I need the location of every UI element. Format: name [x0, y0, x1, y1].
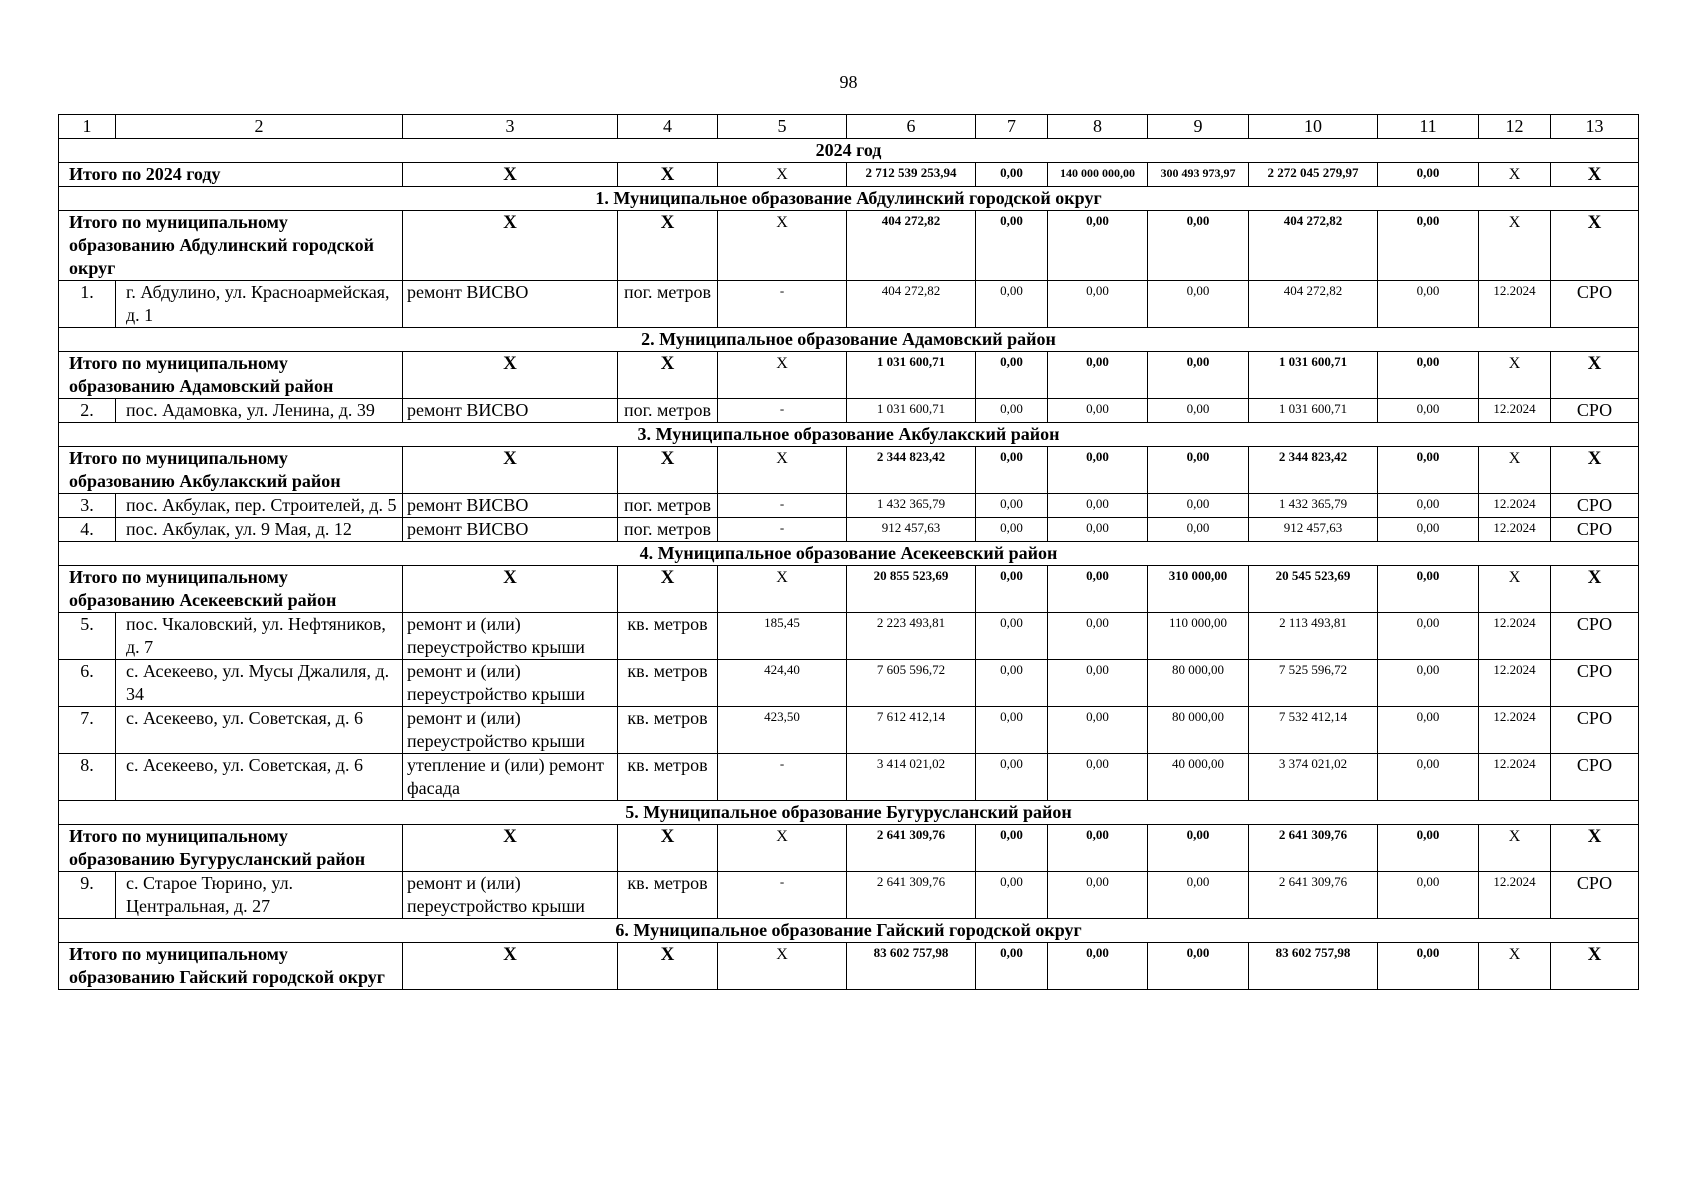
- year-row: [59, 139, 1639, 163]
- row-c8: 0,00: [1048, 281, 1148, 328]
- row-c5: 185,45: [718, 613, 847, 660]
- section-title: 1. Муниципальное образование Абдулинский городской округ: [59, 187, 1639, 211]
- section-total-label: Итого по муниципальному образованию Гайский городской округ: [59, 943, 403, 990]
- row-address: с. Асекеево, ул. Советская, д. 6: [116, 707, 403, 754]
- row-work-type: ремонт и (или) переустройство крыши: [403, 872, 618, 919]
- section-total-c7: 0,00: [976, 211, 1048, 281]
- row-c11: 0,00: [1378, 613, 1479, 660]
- row-c9: 80 000,00: [1148, 660, 1249, 707]
- row-work-type: ремонт ВИСВО: [403, 518, 618, 542]
- section-total-c13: Х: [1551, 352, 1639, 399]
- row-c8: 0,00: [1048, 872, 1148, 919]
- row-address: пос. Акбулак, ул. 9 Мая, д. 12: [116, 518, 403, 542]
- row-c6: 404 272,82: [847, 281, 976, 328]
- section-total-c11: 0,00: [1378, 352, 1479, 399]
- section-total-c12: Х: [1479, 211, 1551, 281]
- row-c8: 0,00: [1048, 613, 1148, 660]
- row-number: 8.: [59, 754, 116, 801]
- section-total-c4: Х: [618, 352, 718, 399]
- row-address: с. Асекеево, ул. Мусы Джалиля, д. 34: [116, 660, 403, 707]
- row-c10: 7 532 412,14: [1249, 707, 1378, 754]
- row-address: пос. Акбулак, пер. Строителей, д. 5: [116, 494, 403, 518]
- section-total-c6: 1 031 600,71: [847, 352, 976, 399]
- column-header: 11: [1378, 115, 1479, 139]
- row-c6: 912 457,63: [847, 518, 976, 542]
- row-unit: пог. метров: [618, 518, 718, 542]
- section-total-c5: Х: [718, 943, 847, 990]
- section-total-c10: 2 344 823,42: [1249, 447, 1378, 494]
- grand-total-row: [59, 163, 1639, 187]
- row-c10: 1 432 365,79: [1249, 494, 1378, 518]
- section-total-c13: Х: [1551, 211, 1639, 281]
- row-unit: кв. метров: [618, 613, 718, 660]
- row-c8: 0,00: [1048, 707, 1148, 754]
- section-total-c4: Х: [618, 447, 718, 494]
- section-total-row: [59, 352, 1639, 399]
- section-title-row: [59, 328, 1639, 352]
- section-total-c13: Х: [1551, 566, 1639, 613]
- column-header: 5: [718, 115, 847, 139]
- row-work-type: ремонт и (или) переустройство крыши: [403, 707, 618, 754]
- column-header: 8: [1048, 115, 1148, 139]
- section-total-c5: Х: [718, 566, 847, 613]
- row-contractor: СРО: [1551, 754, 1639, 801]
- section-total-c8: 0,00: [1048, 447, 1148, 494]
- row-c8: 0,00: [1048, 660, 1148, 707]
- row-c10: 7 525 596,72: [1249, 660, 1378, 707]
- row-c9: 0,00: [1148, 494, 1249, 518]
- section-total-c5: Х: [718, 211, 847, 281]
- row-c11: 0,00: [1378, 399, 1479, 423]
- row-number: 9.: [59, 872, 116, 919]
- row-c12: 12.2024: [1479, 613, 1551, 660]
- row-work-type: утепление и (или) ремонт фасада: [403, 754, 618, 801]
- row-c7: 0,00: [976, 707, 1048, 754]
- section-total-c3: Х: [403, 447, 618, 494]
- row-c5: 423,50: [718, 707, 847, 754]
- row-c7: 0,00: [976, 872, 1048, 919]
- row-c11: 0,00: [1378, 872, 1479, 919]
- row-c8: 0,00: [1048, 518, 1148, 542]
- row-c9: 0,00: [1148, 872, 1249, 919]
- section-total-row: [59, 447, 1639, 494]
- section-total-c4: Х: [618, 825, 718, 872]
- row-work-type: ремонт и (или) переустройство крыши: [403, 660, 618, 707]
- section-total-c6: 83 602 757,98: [847, 943, 976, 990]
- row-contractor: СРО: [1551, 494, 1639, 518]
- page-number: 98: [839, 72, 858, 92]
- section-total-c13: Х: [1551, 825, 1639, 872]
- row-c11: 0,00: [1378, 518, 1479, 542]
- section-total-c9: 0,00: [1148, 943, 1249, 990]
- row-c12: 12.2024: [1479, 660, 1551, 707]
- row-unit: кв. метров: [618, 872, 718, 919]
- section-total-c8: 0,00: [1048, 566, 1148, 613]
- row-c5: -: [718, 518, 847, 542]
- grand-total-c12: Х: [1479, 163, 1551, 187]
- section-total-c9: 0,00: [1148, 447, 1249, 494]
- section-total-c3: Х: [403, 352, 618, 399]
- row-c6: 2 223 493,81: [847, 613, 976, 660]
- section-total-c6: 20 855 523,69: [847, 566, 976, 613]
- row-c11: 0,00: [1378, 707, 1479, 754]
- section-title: 6. Муниципальное образование Гайский городской округ: [59, 919, 1639, 943]
- row-c11: 0,00: [1378, 660, 1479, 707]
- year-label: 2024 год: [59, 139, 1639, 163]
- section-total-c7: 0,00: [976, 566, 1048, 613]
- section-total-c11: 0,00: [1378, 447, 1479, 494]
- row-address: г. Абдулино, ул. Красноармейская, д. 1: [116, 281, 403, 328]
- section-total-c12: Х: [1479, 943, 1551, 990]
- section-title: 5. Муниципальное образование Бугурусланский район: [59, 801, 1639, 825]
- section-total-c5: Х: [718, 352, 847, 399]
- section-title-row: [59, 423, 1639, 447]
- section-total-c8: 0,00: [1048, 943, 1148, 990]
- row-c6: 1 031 600,71: [847, 399, 976, 423]
- section-total-c10: 404 272,82: [1249, 211, 1378, 281]
- section-total-c11: 0,00: [1378, 566, 1479, 613]
- section-total-c13: Х: [1551, 447, 1639, 494]
- row-c9: 0,00: [1148, 518, 1249, 542]
- section-title-row: [59, 801, 1639, 825]
- row-c5: -: [718, 754, 847, 801]
- row-work-type: ремонт и (или) переустройство крыши: [403, 613, 618, 660]
- table-row: [59, 281, 1639, 328]
- row-c12: 12.2024: [1479, 399, 1551, 423]
- row-number: 2.: [59, 399, 116, 423]
- grand-total-c5: Х: [718, 163, 847, 187]
- row-number: 1.: [59, 281, 116, 328]
- grand-total-c3: Х: [403, 163, 618, 187]
- section-total-c9: 0,00: [1148, 352, 1249, 399]
- section-total-c7: 0,00: [976, 825, 1048, 872]
- row-c10: 3 374 021,02: [1249, 754, 1378, 801]
- section-total-c7: 0,00: [976, 943, 1048, 990]
- row-c6: 3 414 021,02: [847, 754, 976, 801]
- row-address: с. Старое Тюрино, ул. Центральная, д. 27: [116, 872, 403, 919]
- section-total-c6: 2 344 823,42: [847, 447, 976, 494]
- section-total-c10: 20 545 523,69: [1249, 566, 1378, 613]
- row-c7: 0,00: [976, 754, 1048, 801]
- row-unit: кв. метров: [618, 660, 718, 707]
- row-contractor: СРО: [1551, 399, 1639, 423]
- grand-total-c6: 2 712 539 253,94: [847, 163, 976, 187]
- section-total-c12: Х: [1479, 447, 1551, 494]
- row-c6: 7 605 596,72: [847, 660, 976, 707]
- row-contractor: СРО: [1551, 707, 1639, 754]
- table-row: [59, 754, 1639, 801]
- row-number: 3.: [59, 494, 116, 518]
- table-body: [59, 115, 1639, 990]
- section-total-label: Итого по муниципальному образованию Асекеевский район: [59, 566, 403, 613]
- row-contractor: СРО: [1551, 281, 1639, 328]
- column-header: 12: [1479, 115, 1551, 139]
- row-c10: 2 641 309,76: [1249, 872, 1378, 919]
- section-total-c13: Х: [1551, 943, 1639, 990]
- section-total-c11: 0,00: [1378, 943, 1479, 990]
- table-row: [59, 872, 1639, 919]
- row-c6: 7 612 412,14: [847, 707, 976, 754]
- row-c12: 12.2024: [1479, 494, 1551, 518]
- row-work-type: ремонт ВИСВО: [403, 399, 618, 423]
- row-c6: 2 641 309,76: [847, 872, 976, 919]
- row-c5: -: [718, 281, 847, 328]
- column-header: 3: [403, 115, 618, 139]
- row-unit: кв. метров: [618, 754, 718, 801]
- section-total-row: [59, 566, 1639, 613]
- row-work-type: ремонт ВИСВО: [403, 281, 618, 328]
- section-total-c3: Х: [403, 825, 618, 872]
- section-total-label: Итого по муниципальному образованию Бугурусланский район: [59, 825, 403, 872]
- row-c10: 1 031 600,71: [1249, 399, 1378, 423]
- row-c6: 1 432 365,79: [847, 494, 976, 518]
- row-c8: 0,00: [1048, 754, 1148, 801]
- section-total-row: [59, 943, 1639, 990]
- row-address: с. Асекеево, ул. Советская, д. 6: [116, 754, 403, 801]
- section-total-label: Итого по муниципальному образованию Абдулинский городской округ: [59, 211, 403, 281]
- column-header: 1: [59, 115, 116, 139]
- section-total-c6: 2 641 309,76: [847, 825, 976, 872]
- section-total-c4: Х: [618, 943, 718, 990]
- column-header: 13: [1551, 115, 1639, 139]
- column-header: 4: [618, 115, 718, 139]
- section-total-c6: 404 272,82: [847, 211, 976, 281]
- section-total-c12: Х: [1479, 825, 1551, 872]
- row-unit: пог. метров: [618, 399, 718, 423]
- column-header: 2: [116, 115, 403, 139]
- table-row: [59, 613, 1639, 660]
- grand-total-c11: 0,00: [1378, 163, 1479, 187]
- section-total-c10: 1 031 600,71: [1249, 352, 1378, 399]
- row-c10: 912 457,63: [1249, 518, 1378, 542]
- section-total-c3: Х: [403, 566, 618, 613]
- row-c7: 0,00: [976, 660, 1048, 707]
- section-total-c10: 83 602 757,98: [1249, 943, 1378, 990]
- section-title: 3. Муниципальное образование Акбулакский район: [59, 423, 1639, 447]
- section-title: 2. Муниципальное образование Адамовский район: [59, 328, 1639, 352]
- table-row: [59, 494, 1639, 518]
- row-number: 6.: [59, 660, 116, 707]
- section-total-c11: 0,00: [1378, 825, 1479, 872]
- row-c5: -: [718, 399, 847, 423]
- row-c12: 12.2024: [1479, 754, 1551, 801]
- table-row: [59, 518, 1639, 542]
- section-total-c9: 0,00: [1148, 825, 1249, 872]
- row-unit: кв. метров: [618, 707, 718, 754]
- row-c8: 0,00: [1048, 399, 1148, 423]
- table-row: [59, 707, 1639, 754]
- section-total-c10: 2 641 309,76: [1249, 825, 1378, 872]
- grand-total-c10: 2 272 045 279,97: [1249, 163, 1378, 187]
- row-c7: 0,00: [976, 281, 1048, 328]
- row-c12: 12.2024: [1479, 707, 1551, 754]
- row-c7: 0,00: [976, 518, 1048, 542]
- row-c7: 0,00: [976, 399, 1048, 423]
- row-number: 4.: [59, 518, 116, 542]
- section-total-c7: 0,00: [976, 447, 1048, 494]
- section-total-label: Итого по муниципальному образованию Адамовский район: [59, 352, 403, 399]
- row-number: 7.: [59, 707, 116, 754]
- section-total-c7: 0,00: [976, 352, 1048, 399]
- row-c11: 0,00: [1378, 494, 1479, 518]
- row-c10: 404 272,82: [1249, 281, 1378, 328]
- section-total-row: [59, 211, 1639, 281]
- section-total-c5: Х: [718, 825, 847, 872]
- row-address: пос. Адамовка, ул. Ленина, д. 39: [116, 399, 403, 423]
- column-number-header-row: [59, 115, 1639, 139]
- section-title-row: [59, 919, 1639, 943]
- section-title-row: [59, 187, 1639, 211]
- grand-total-c8: 140 000 000,00: [1048, 163, 1148, 187]
- row-c12: 12.2024: [1479, 281, 1551, 328]
- row-c5: 424,40: [718, 660, 847, 707]
- section-total-c4: Х: [618, 211, 718, 281]
- section-total-c8: 0,00: [1048, 352, 1148, 399]
- section-total-c12: Х: [1479, 566, 1551, 613]
- row-contractor: СРО: [1551, 518, 1639, 542]
- grand-total-c4: Х: [618, 163, 718, 187]
- row-c5: -: [718, 872, 847, 919]
- grand-total-c7: 0,00: [976, 163, 1048, 187]
- section-total-c9: 310 000,00: [1148, 566, 1249, 613]
- row-unit: пог. метров: [618, 494, 718, 518]
- section-title-row: [59, 542, 1639, 566]
- row-c7: 0,00: [976, 613, 1048, 660]
- row-c12: 12.2024: [1479, 518, 1551, 542]
- row-contractor: СРО: [1551, 872, 1639, 919]
- column-header: 10: [1249, 115, 1378, 139]
- section-total-c3: Х: [403, 211, 618, 281]
- row-c5: -: [718, 494, 847, 518]
- section-total-c4: Х: [618, 566, 718, 613]
- row-unit: пог. метров: [618, 281, 718, 328]
- row-c10: 2 113 493,81: [1249, 613, 1378, 660]
- row-c11: 0,00: [1378, 754, 1479, 801]
- row-c9: 80 000,00: [1148, 707, 1249, 754]
- row-c8: 0,00: [1048, 494, 1148, 518]
- row-address: пос. Чкаловский, ул. Нефтяников, д. 7: [116, 613, 403, 660]
- section-total-c11: 0,00: [1378, 211, 1479, 281]
- section-total-label: Итого по муниципальному образованию Акбулакский район: [59, 447, 403, 494]
- section-total-c5: Х: [718, 447, 847, 494]
- row-c9: 0,00: [1148, 281, 1249, 328]
- grand-total-label: Итого по 2024 году: [59, 163, 403, 187]
- row-contractor: СРО: [1551, 613, 1639, 660]
- section-total-c3: Х: [403, 943, 618, 990]
- row-c9: 110 000,00: [1148, 613, 1249, 660]
- section-total-c8: 0,00: [1048, 211, 1148, 281]
- row-number: 5.: [59, 613, 116, 660]
- column-header: 7: [976, 115, 1048, 139]
- grand-total-c9: 300 493 973,97: [1148, 163, 1249, 187]
- section-total-row: [59, 825, 1639, 872]
- section-total-c12: Х: [1479, 352, 1551, 399]
- row-c9: 0,00: [1148, 399, 1249, 423]
- section-total-c8: 0,00: [1048, 825, 1148, 872]
- row-c9: 40 000,00: [1148, 754, 1249, 801]
- row-work-type: ремонт ВИСВО: [403, 494, 618, 518]
- row-c11: 0,00: [1378, 281, 1479, 328]
- column-header: 6: [847, 115, 976, 139]
- section-total-c9: 0,00: [1148, 211, 1249, 281]
- section-title: 4. Муниципальное образование Асекеевский район: [59, 542, 1639, 566]
- grand-total-c13: Х: [1551, 163, 1639, 187]
- table-row: [59, 660, 1639, 707]
- row-c12: 12.2024: [1479, 872, 1551, 919]
- row-contractor: СРО: [1551, 660, 1639, 707]
- capital-repair-table: [58, 114, 1639, 990]
- column-header: 9: [1148, 115, 1249, 139]
- table-row: [59, 399, 1639, 423]
- row-c7: 0,00: [976, 494, 1048, 518]
